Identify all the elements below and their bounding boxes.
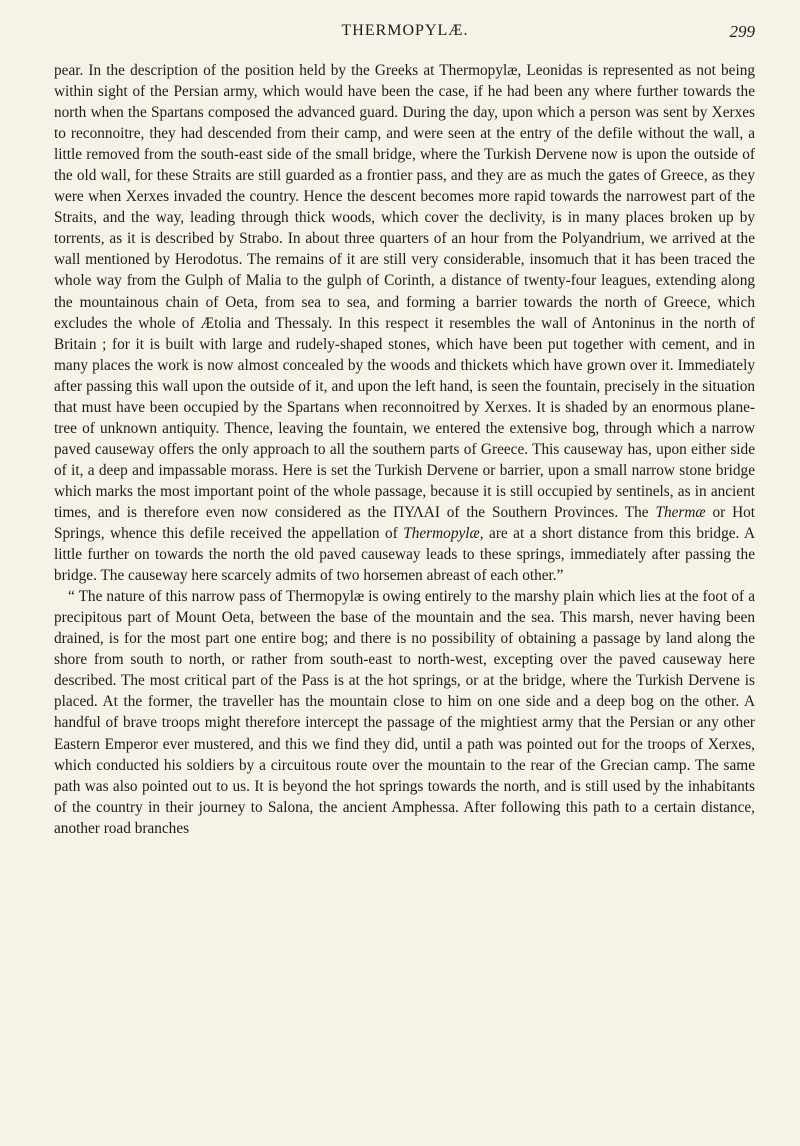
body-text — [54, 60, 755, 839]
paragraph-1 — [54, 60, 755, 586]
paragraph-2: “ The nature of this narrow pass of Thermopylæ is owing entirely to the marshy plain which lies at the foot of a precipitous part of Mount Oeta, between the base of the mountain and the sea. This marsh, never having been drained, is for the most part one entire bog; and there is no possibility of obtaining a passage by land along the shore from south to north, or rather from south-east to north-west, excepting over the paved causeway here described. The most critical part of the Pass is at the hot springs, or at the bridge, where the Turkish Dervene is placed. At the former, the traveller has the mountain close to him on one side and a deep bog on the other. A handful of brave troops might therefore intercept the passage of the mightiest army that the Persian or any other Eastern Emperor ever mustered, and this we find they did, until a path was pointed out for the troops of Xerxes, which conducted his soldiers by a circuitous route over the mountain to the rear of the Grecian camp. The same path was also pointed out to us. It is beyond the hot springs towards the north, and is still used by the inhabitants of the country in their journey to Salona, the ancient Amphessa. After following this path to a certain distance, another road branches — [54, 588, 755, 837]
running-header — [55, 16, 755, 46]
page-number: 299 — [729, 22, 755, 41]
paragraph-1-text-a: pear. In the description of the position held by the Greeks at Thermopylæ, Leonidas is represented as not being within sight of the Persian army, which would have been the case, if he had been any where further towards the north when the Spartans composed the advanced guard. During the day, upon which a person was sent by Xerxes to reconnoitre, they had descended from their camp, and were seen at the entry of the defile without the wall, a little removed from the south-east side of the small bridge, where the Turkish Dervene now is upon the outside of the old wall, for these Straits are still guarded as a frontier pass, and they are as much the gates of Greece, as they were when Xerxes invaded the country. Hence the descent becomes more rapid towards the narrowest part of the Straits, and the way, leading through thick woods, which cover the declivity, is in many places broken up by torrents, as it is described by Strabo. In about three quarters of an hour from the Polyandrium, we arrived at the wall mentioned by Herodotus. The remains of it are still very considerable, insomuch that it has been traced the whole way from the Gulph of Malia to the gulph of Corinth, a distance of twenty-four leagues, extending along the mountainous chain of Oeta, from sea to sea, and forming a barrier towards the north of Greece, which excludes the whole of Ætolia and Thessaly. In this respect it resembles the wall of Antoninus in the north of Britain ; for it is built with large and rudely-shaped stones, which have been put together with cement, and in many places the work is now almost concealed by the woods and thickets which have grown over it. Immediately after passing this wall upon the outside of it, and upon the left hand, is seen the fountain, precisely in the situation that must have been occupied by the Spartans when reconnoitred by Xerxes. It is shaded by an enormous plane-tree of unknown antiquity. Thence, leaving the fountain, we entered the extensive bog, through which a narrow paved causeway offers the only approach to all the southern parts of Greece. This causeway has, upon either side of it, a deep and impassable morass. Here is set the Turkish Dervene or barrier, upon a small narrow stone bridge which marks the most important point of the whole passage, because it is still occupied by sentinels, as in ancient times, and is therefore even now considered as the ΠΥΛΑΙ of the Southern Provinces. The — [54, 62, 755, 521]
term-thermae: Thermæ — [655, 503, 706, 521]
paragraph-1-text-c: are at a short distance from this bridge. A little further on towards the north the old paved causeway leads to these springs, immediately after passing the bridge. The causeway here scarcely admits of two horsemen abreast of each other.” — [54, 525, 756, 585]
term-thermopylae: Thermopylæ, — [403, 525, 484, 543]
running-title: THERMOPYLÆ. — [341, 22, 469, 39]
paragraph-1-text-b: or Hot Springs, whence this defile received the appellation of — [54, 503, 756, 543]
